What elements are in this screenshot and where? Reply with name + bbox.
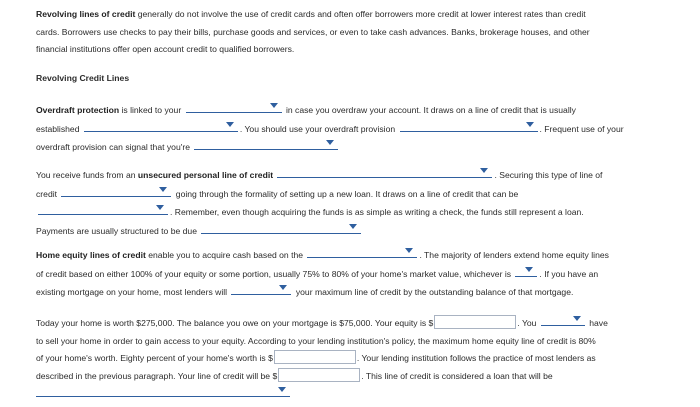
heloc-reduce-dropdown[interactable] bbox=[231, 283, 291, 295]
heloc-term: Home equity lines of credit bbox=[36, 250, 146, 260]
heloc-text-d: . If you have an bbox=[539, 268, 599, 279]
unsecured-text-c: credit bbox=[36, 188, 58, 199]
chevron-down-icon bbox=[159, 187, 167, 192]
overdraft-paragraph bbox=[36, 101, 660, 157]
eighty-percent-input[interactable] bbox=[274, 350, 356, 364]
chevron-down-icon bbox=[526, 122, 534, 127]
chevron-down-icon bbox=[226, 122, 234, 127]
heloc-text-a: enable you to acquire cash based on the bbox=[145, 250, 304, 260]
intro-text-1: generally do not involve the use of credit cards and often offer borrowers more credit at lower interest rates than credit bbox=[135, 9, 586, 19]
calc-text-f: . Your lending institution follows the practice of most lenders as bbox=[356, 353, 596, 363]
calc-text-g: described in the previous paragraph. Your line of credit will be $ bbox=[36, 370, 278, 381]
overdraft-linked-dropdown[interactable] bbox=[186, 101, 282, 113]
unsecured-reused-dropdown[interactable] bbox=[38, 203, 168, 215]
chevron-down-icon bbox=[270, 103, 278, 108]
chevron-down-icon bbox=[326, 140, 334, 145]
calc-text-e: of your home's worth. Eighty percent of your home's worth is $ bbox=[36, 353, 273, 363]
unsecured-text-f: Payments are usually structured to be due bbox=[36, 225, 197, 236]
heloc-text-e: existing mortgage on your home, most lenders will bbox=[36, 287, 228, 297]
heloc-text-f: your maximum line of credit by the outstanding balance of that mortgage. bbox=[295, 287, 574, 297]
overdraft-text-d: . You should use your overdraft provision bbox=[239, 123, 396, 134]
loan-type-dropdown[interactable] bbox=[36, 385, 290, 397]
calc-text-c: have bbox=[589, 318, 608, 328]
unsecured-text-a: You receive funds from an bbox=[36, 170, 138, 180]
heloc-text-b: . The majority of lenders extend home equity lines bbox=[419, 250, 609, 260]
heloc-based-on-dropdown[interactable] bbox=[307, 246, 417, 258]
heloc-text-c: of credit based on either 100% of your equity or some portion, usually 75% to 80% of your home's market value, whichever is bbox=[36, 268, 512, 279]
chevron-down-icon bbox=[525, 267, 533, 272]
unsecured-text-d: going through the formality of setting up a new loan. It draws on a line of credit that can be bbox=[175, 188, 519, 199]
calc-text-h: . This line of credit is considered a loan that will be bbox=[361, 370, 553, 381]
chevron-down-icon bbox=[278, 387, 286, 392]
overdraft-text-e: . Frequent use of your bbox=[539, 123, 624, 134]
section-heading: Revolving Credit Lines bbox=[36, 73, 130, 83]
overdraft-established-dropdown[interactable] bbox=[84, 120, 238, 132]
heloc-paragraph bbox=[36, 246, 660, 302]
heloc-whichever-dropdown[interactable] bbox=[515, 265, 537, 277]
overdraft-text-a: is linked to your bbox=[119, 105, 182, 115]
unsecured-formality-dropdown[interactable] bbox=[61, 185, 171, 197]
calc-text-b: . You bbox=[517, 318, 537, 328]
overdraft-text-b: in case you overdraw your account. It draws on a line of credit that is usually bbox=[285, 105, 576, 115]
intro-term: Revolving lines of credit bbox=[36, 9, 136, 19]
line-of-credit-input[interactable] bbox=[278, 368, 360, 382]
chevron-down-icon bbox=[349, 224, 357, 229]
intro-text-2: cards. Borrowers use checks to pay their bills, purchase goods and services, or even to take cash advances. Banks, brokerage houses, and other bbox=[36, 26, 590, 37]
calc-paragraph bbox=[36, 314, 660, 404]
overdraft-text-c: established bbox=[36, 123, 80, 134]
equity-input[interactable] bbox=[434, 315, 516, 329]
chevron-down-icon bbox=[156, 205, 164, 210]
unsecured-due-dropdown[interactable] bbox=[201, 222, 361, 234]
chevron-down-icon bbox=[480, 168, 488, 173]
intro-paragraph bbox=[36, 6, 660, 59]
chevron-down-icon bbox=[279, 285, 287, 290]
unsecured-text-e: . Remember, even though acquiring the funds is as simple as writing a check, the funds still represent a loan. bbox=[170, 207, 584, 217]
unsecured-term: unsecured personal line of credit bbox=[137, 170, 274, 180]
intro-text-3: financial institutions offer open account credit to qualified borrowers. bbox=[36, 44, 295, 54]
unsecured-paragraph bbox=[36, 166, 660, 240]
chevron-down-icon bbox=[405, 248, 413, 253]
calc-text-d: to sell your home in order to gain access to your equity. According to your lending institution's policy, the maximum home equity line of credit is 80% bbox=[36, 335, 596, 346]
overdraft-use-dropdown[interactable] bbox=[400, 120, 538, 132]
overdraft-text-f: overdraft provision can signal that you're bbox=[36, 142, 191, 152]
overdraft-term: Overdraft protection bbox=[36, 105, 120, 115]
overdraft-signal-dropdown[interactable] bbox=[194, 138, 338, 150]
chevron-down-icon bbox=[573, 316, 581, 321]
calc-text-a: Today your home is worth $275,000. The balance you owe on your mortgage is $75,000. Your equity is $ bbox=[36, 318, 434, 328]
unsecured-securing-dropdown[interactable] bbox=[277, 166, 492, 178]
need-sell-dropdown[interactable] bbox=[541, 314, 585, 326]
unsecured-text-b: . Securing this type of line of bbox=[494, 170, 603, 180]
